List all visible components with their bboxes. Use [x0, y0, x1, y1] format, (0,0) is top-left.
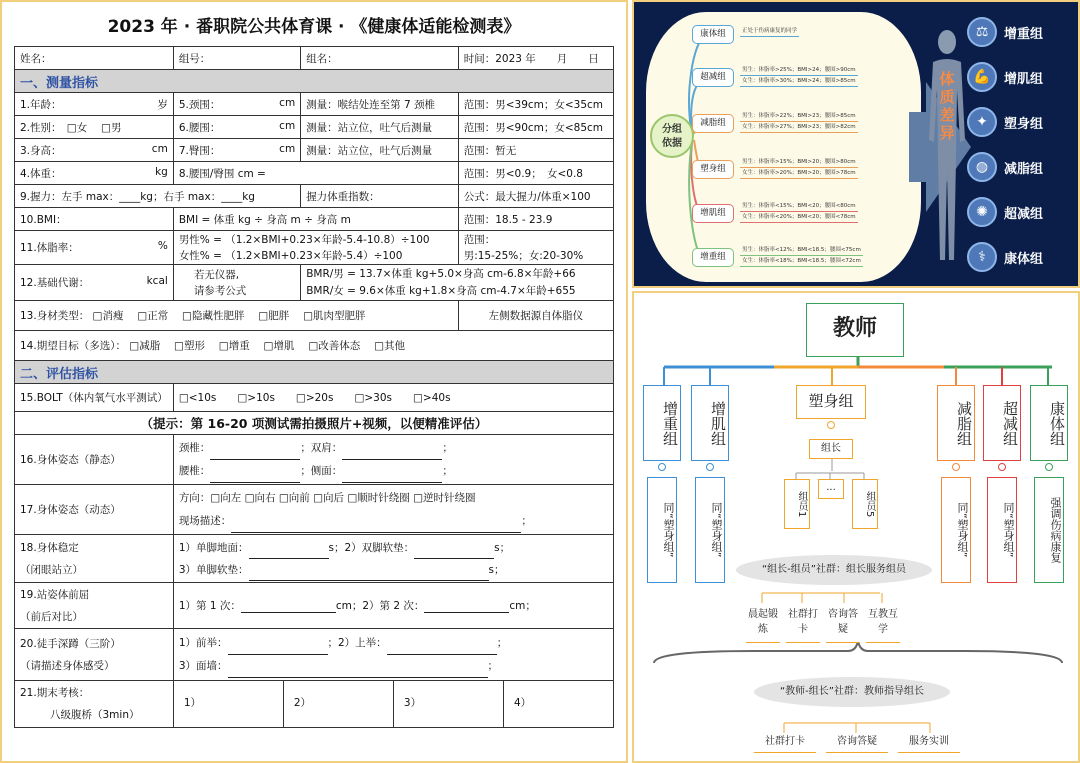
hip-range: 范围：暂无 [458, 139, 613, 162]
member-dots-box: ... [818, 479, 844, 499]
body-type-field[interactable]: 13.身材类型： □消瘦 □正常 □隐藏性肥胖 □肥胖 □肌肉型肥胖 [15, 301, 459, 331]
org-group-0: 增重组 [643, 385, 681, 461]
bmr-field[interactable]: 12.基础代谢： kcal [15, 265, 174, 301]
photo-hint: （提示：第 16-20 项测试需拍摄照片+视频，以便精准评估） [15, 412, 614, 435]
group-criteria-1-1: 女生：体脂率>30%；BMI>24；腰围>85cm [740, 77, 858, 87]
whr-field[interactable]: 8.腰围/臀围 cm = [173, 162, 458, 185]
bmr-formula: BMR/男 = 13.7×体重 kg+5.0×身高 cm-6.8×年龄+66 BMR/女 = 9.6×体重 kg+1.8×身高 cm-4.7×年龄+655 [301, 265, 614, 301]
group-node-2: 减脂组 [692, 114, 734, 133]
category-label-2: 塑身组 [1004, 117, 1044, 132]
shape-icon: ✦ [967, 107, 997, 137]
group-criteria-2-1: 女生：体脂率>27%；BMI>23；腰围>82cm [740, 123, 858, 133]
weight-icon: ⚖ [967, 17, 997, 47]
body-type-note: 左侧数据源自体脂仪 [458, 301, 613, 331]
human-body-icon [927, 20, 967, 270]
group-note-same4: 同“塑身组” [987, 477, 1017, 583]
bmi-range: 范围：18.5 - 23.9 [458, 208, 613, 231]
community-teacher-leaders: “教师-组长”社群：教师指导组长 [754, 677, 950, 707]
waist-method: 测量：站立位，吐气后测量 [301, 116, 459, 139]
form-title: 2023 年 · 番职院公共体育课 · 《健康体适能检测表》 [107, 17, 521, 37]
connector-dot [998, 463, 1006, 471]
bodyfat-field[interactable]: 11.体脂率： % [15, 231, 174, 265]
fitness-form-table [14, 46, 614, 728]
section-assess: 二、评估指标 [15, 361, 614, 384]
neck-range: 范围：男<39cm；女<35cm [458, 93, 613, 116]
activity-2: 咨询答疑 [826, 605, 860, 643]
bodyfat-range: 范围： 男:15-25%；女:20-30% [458, 231, 613, 265]
group-node-0: 康体组 [692, 25, 734, 44]
group-criteria-2-0: 男生：体脂率>22%；BMI>23；腰围>85cm [740, 112, 858, 122]
hip-method: 测量：站立位，吐气后测量 [301, 139, 459, 162]
group-criteria-3-1: 女生：体脂率>20%；BMI>20；腰围>78cm [740, 169, 858, 179]
waist-field[interactable]: 6.腰围： cm [173, 116, 300, 139]
group-node-4: 增肌组 [692, 204, 734, 223]
connector-dot [1045, 463, 1053, 471]
neck-method: 测量：喉结处连至第 7 颈椎 [301, 93, 459, 116]
group-name-field[interactable]: 组名： [301, 47, 459, 70]
stability-field[interactable]: 1）单脚地面： s；2）双脚软垫： s； 3）单脚软垫： s； [173, 535, 613, 583]
squat-field[interactable]: 1）前举： ；2）上举： ； 3）面墙： ； [173, 629, 613, 681]
goal-field[interactable]: 14.期望目标（多选）： □减脂 □塑形 □增重 □增肌 □改善体态 □其他 [15, 331, 614, 361]
group-criteria-5-0: 男生：体脂率<12%；BMI<18.5；腰围<75cm [740, 246, 863, 256]
teacher-activity-0: 社群打卡 [754, 733, 816, 753]
connector-dot [952, 463, 960, 471]
connector-dot [706, 463, 714, 471]
connector-dot [827, 421, 835, 429]
org-group-4: 超减组 [983, 385, 1021, 461]
squat-label: 20.徒手深蹲（三阶） （请描述身体感受） [15, 629, 174, 681]
slim-icon: ✺ [967, 197, 997, 227]
category-label-5: 康体组 [1004, 252, 1044, 267]
category-label-0: 增重组 [1004, 27, 1044, 42]
group-node-5: 增重组 [692, 248, 734, 267]
hip-field[interactable]: 7.臀围： cm [173, 139, 300, 162]
bmi-formula: BMI = 体重 kg ÷ 身高 m ÷ 身高 m [173, 208, 458, 231]
waist-range: 范围：男<90cm；女<85cm [458, 116, 613, 139]
teacher-box: 教师 [806, 303, 904, 357]
teacher-activity-2: 服务实训 [898, 733, 960, 753]
gender-field[interactable]: 2.性别： □女 □男 [15, 116, 174, 139]
member-5-box: 组员5 [852, 479, 878, 529]
org-group-5: 康体组 [1030, 385, 1068, 461]
dynamic-posture-label: 17.身体姿态（动态） [15, 485, 174, 535]
grouping-infographic [632, 0, 1080, 288]
fat-icon: ◍ [967, 152, 997, 182]
group-no-field[interactable]: 组号： [173, 47, 300, 70]
grip-field[interactable]: 9.握力：左手 max：____kg；右手 max：____kg [15, 185, 301, 208]
bolt-label: 15.BOLT（体内氧气水平测试） [15, 384, 174, 412]
section-measure: 一、测量指标 [15, 70, 614, 93]
org-group-2: 塑身组 [796, 385, 866, 419]
group-criteria-3-0: 男生：体脂率>15%；BMI>20；腰围>80cm [740, 158, 858, 168]
group-node-1: 超减组 [692, 68, 734, 87]
group-note-same3: 同“塑身组” [941, 477, 971, 583]
rehab-icon: ⚕ [967, 242, 997, 272]
teacher-activity-1: 咨询答疑 [826, 733, 888, 753]
stability-label: 18.身体稳定 （闭眼站立） [15, 535, 174, 583]
age-field[interactable]: 1.年龄： 岁 [15, 93, 174, 116]
category-label-4: 超减组 [1004, 207, 1044, 222]
org-group-1: 增肌组 [691, 385, 729, 461]
weight-field[interactable]: 4.体重： kg [15, 162, 174, 185]
group-criteria-1-0: 男生：体脂率>25%；BMI>24；腰围>90cm [740, 66, 858, 76]
activity-1: 社群打卡 [786, 605, 820, 643]
height-field[interactable]: 3.身高： cm [15, 139, 174, 162]
group-criteria-5-1: 女生：体脂率<18%；BMI<18.5；腰围<72cm [740, 257, 863, 267]
physique-diff-label: 体 质 差 异 [939, 70, 955, 142]
group-criteria-0-0: 正处于伤病康复的同学 [740, 27, 799, 37]
group-note-same2: 同“塑身组” [695, 477, 725, 583]
bodyfat-formula: 男性% = （1.2×BMI+0.23×年龄-5.4-10.8）÷100 女性% = （1.2×BMI+0.23×年龄-5.4）÷100 [173, 231, 458, 265]
whr-range: 范围：男<0.9； 女<0.8 [458, 162, 613, 185]
leader-box: 组长 [809, 439, 853, 459]
bolt-options[interactable]: □<10s □>10s □>20s □>30s □>40s [173, 384, 613, 412]
neck-field[interactable]: 5.颈围： cm [173, 93, 300, 116]
exam-label: 21.期末考核： 八级腹桥（3min） [15, 681, 174, 728]
static-posture-field[interactable]: 颈椎： ；双肩： ； 腰椎： ；侧面： ； [173, 435, 613, 485]
org-chart-panel [632, 291, 1080, 763]
activity-3: 互教互学 [866, 605, 900, 643]
grouping-basis-hub: 分组 依据 [650, 114, 694, 158]
group-note-same1: 同“塑身组” [647, 477, 677, 583]
grip-formula: 公式：最大握力/体重×100 [458, 185, 613, 208]
group-criteria-4-0: 男生：体脂率<15%；BMI<20；腰围<80cm [740, 202, 858, 212]
org-group-3: 减脂组 [937, 385, 975, 461]
muscle-icon: 💪 [967, 62, 997, 92]
time-field[interactable]: 时间：2023 年 月 日 [458, 47, 613, 70]
dynamic-posture-field[interactable]: 方向：□向左 □向右 □向前 □向后 □顺时针绕圈 □逆时针绕圈 现场描述： ； [173, 485, 613, 535]
grip-index: 握力体重指数： [301, 185, 459, 208]
category-label-1: 增肌组 [1004, 72, 1044, 87]
member-1-box: 组员1 [784, 479, 810, 529]
group-criteria-4-1: 女生：体脂率<20%；BMI<20；腰围<78cm [740, 213, 858, 223]
forward-bend-field[interactable]: 1）第 1 次： cm；2）第 2 次： cm； [173, 583, 613, 629]
connector-dot [658, 463, 666, 471]
activity-0: 晨起锻炼 [746, 605, 780, 643]
bmi-label: 10.BMI： [15, 208, 174, 231]
group-node-3: 塑身组 [692, 160, 734, 179]
category-label-3: 减脂组 [1004, 162, 1044, 177]
static-posture-label: 16.身体姿态（静态） [15, 435, 174, 485]
name-field[interactable]: 姓名： [15, 47, 174, 70]
bmr-note: 若无仪器, 请参考公式 [173, 265, 300, 301]
community-leader-members: “组长-组员”社群：组长服务组员 [736, 555, 932, 585]
forward-bend-label: 19.站姿体前屈 （前后对比） [15, 583, 174, 629]
exam-field[interactable]: 1） 2） 3） 4） [173, 681, 613, 728]
group-note-rehab: 强调伤病康复 [1034, 477, 1064, 583]
